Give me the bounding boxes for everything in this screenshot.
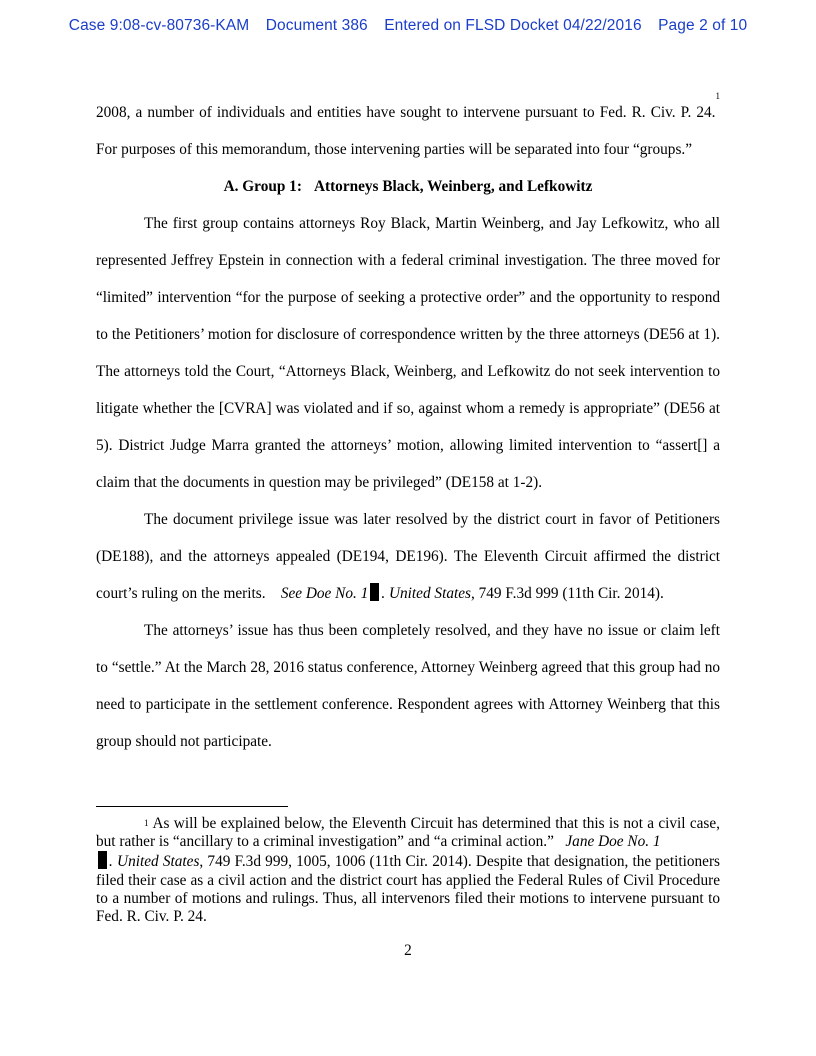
footnote-ref: 1 (715, 91, 720, 101)
section-heading: A. Group 1: Attorneys Black, Weinberg, and Lefkowitz (223, 178, 593, 195)
document-body (96, 91, 720, 760)
paragraph-resolved: The attorneys’ issue has thus been completely resolved, and they have no issue or claim left to “settle.” At the March 28, 2016 status conference, Attorney Weinberg agreed that this group had no need to participate in the settlement conference. Respondent agrees with Attorney Weinberg that this group should not participate. (96, 622, 720, 750)
case-citation: See Doe No. 1 (280, 585, 369, 602)
docket-header (0, 17, 816, 35)
paragraph-continued: 2008, a number of individuals and entities have sought to intervene pursuant to Fed. R. Civ. P. 24.$^1$ For purposes of this memorandum, those intervening parties will be separated into four “groups.” (96, 91, 720, 158)
docket-entry: Entered on FLSD Docket 04/22/2016 (384, 17, 642, 34)
footnote-divider (96, 806, 288, 807)
paragraph-privilege: The document privilege issue was later resolved by the district court in favor of Petitioners (DE188), and the attorneys appealed (DE194, DE196). The Eleventh Circuit affirmed the district court’s ruling on the merits. See Doe No. 1 . United States, 749 F.3d 999 (11th Cir. 2014). (96, 511, 720, 602)
paragraph-group1: The first group contains attorneys Roy Black, Martin Weinberg, and Jay Lefkowitz, who all represented Jeffrey Epstein in connection with a federal criminal investigation. The three moved for “limited” intervention “for the purpose of seeking a protective order” and the opportunity to respond to the Petitioners’ motion for disclosure of correspondence written by the three attorneys (DE56 at 1). The attorneys told the Court, “Attorneys Black, Weinberg, and Lefkowitz do not seek intervention to litigate whether the [CVRA] was violated and if so, against whom a remedy is appropriate” (DE56 at 5). District Judge Marra granted the attorneys’ motion, allowing limited intervention to “assert[] a claim that the documents in question may be privileged” (DE158 at 1-2). (96, 215, 720, 491)
page-indicator: Page 2 of 10 (658, 17, 748, 34)
page-number: 2 (404, 942, 412, 959)
footnote-number: 1 (144, 818, 149, 828)
redaction-block (370, 583, 379, 601)
footnote: $^1$ As will be explained below, the Eleventh Circuit has determined that this is not a civil case, but rather is “ancillary to a criminal investigation” and “a criminal action.” Jane Doe No. 1 . United States, 749 F.3d 999, 1005, 1006 (11th Cir. 2014). Despite that designation, the petitioners filed their case as a civil action and the district court has applied the Federal Rules of Civil Procedure to a number of motions and rulings. Thus, all intervenors filed their motions to intervene pursuant to Fed. R. Civ. P. 24. (96, 815, 720, 926)
case-number: Case 9:08-cv-80736-KAM (68, 17, 250, 34)
footnote-citation: Jane Doe No. 1 (565, 833, 661, 851)
document-number: Document 386 (265, 17, 368, 34)
redaction-block (98, 851, 107, 869)
